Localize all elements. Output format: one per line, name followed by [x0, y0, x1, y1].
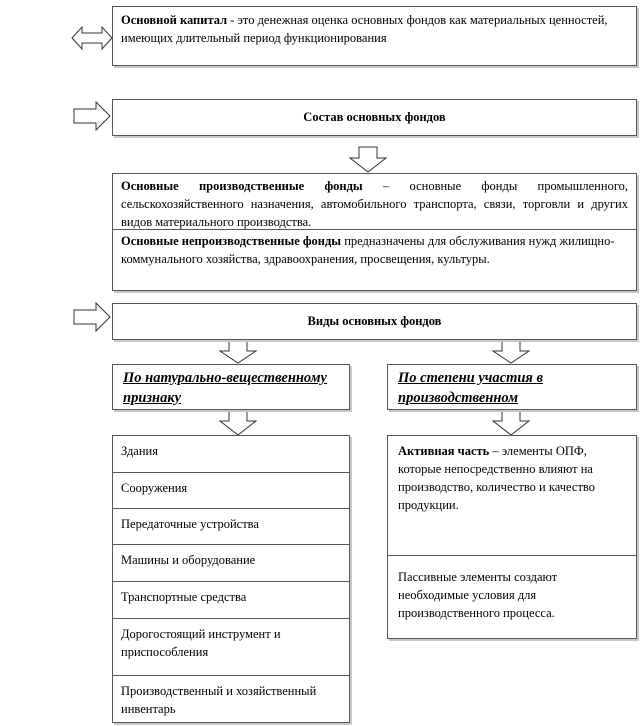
participation-heading-box: [387, 364, 637, 410]
list-item: Сооружения: [113, 473, 349, 509]
natural-heading: По натурально-вещественному признаку: [123, 370, 327, 406]
composition-details-box: [112, 173, 637, 291]
participation-heading: По степени участия в производственном: [398, 370, 543, 406]
production-funds: [113, 174, 636, 230]
composition-title-box: [112, 99, 637, 136]
list-item: Передаточные устройства: [113, 509, 349, 545]
down-arrow-icon: [220, 340, 256, 363]
active-part: [388, 436, 636, 556]
right-arrow-icon: [74, 102, 110, 130]
non-production-funds: [113, 230, 636, 270]
definition-term: Основной капитал: [121, 13, 228, 27]
participation-details-box: [387, 435, 637, 639]
non-production-funds-term: Основные непроизводственные фонды: [121, 234, 342, 248]
list-item: Транспортные средства: [113, 582, 349, 619]
down-arrow-icon: [493, 340, 529, 363]
definition-text: - это денежная оценка основных фондов как материальных ценностей, имеющих длительный период функционирования: [121, 13, 608, 45]
down-arrow-icon: [493, 410, 529, 435]
down-arrow-icon: [350, 147, 386, 172]
list-item: Производственный и хозяйственный инвентарь: [121, 684, 317, 716]
right-arrow-icon: [74, 303, 110, 331]
active-part-term: Активная часть: [398, 444, 490, 458]
types-title: Виды основных фондов: [307, 314, 442, 328]
passive-part: Пассивные элементы создают необходимые условия для производственного процесса.: [398, 570, 558, 620]
production-funds-term: Основные производственные фонды: [121, 179, 363, 193]
double-arrow-icon: [72, 27, 112, 49]
list-item: Машины и оборудование: [113, 545, 349, 582]
composition-title: Состав основных фондов: [303, 110, 446, 124]
list-item: Здания: [113, 436, 349, 473]
definition-box: [112, 6, 637, 66]
down-arrow-icon: [220, 410, 256, 435]
list-item: Дорогостоящий инструмент и приспособления: [113, 619, 349, 676]
non-production-funds-text: предназначены для обслуживания нужд жилищно-коммунального хозяйства, здравоохранения, просвещения, культуры.: [121, 234, 615, 266]
production-funds-text: – основные фонды промышленного, сельскохозяйственного назначения, автомобильного транспорта, связи, торговли и других видов материального производства.: [121, 179, 629, 229]
types-title-box: [112, 303, 637, 340]
natural-heading-box: [112, 364, 350, 410]
natural-items-box: [112, 435, 350, 723]
active-part-text: – элементы ОПФ, которые непосредственно влияют на производство, количество и качество продукции.: [398, 444, 595, 512]
